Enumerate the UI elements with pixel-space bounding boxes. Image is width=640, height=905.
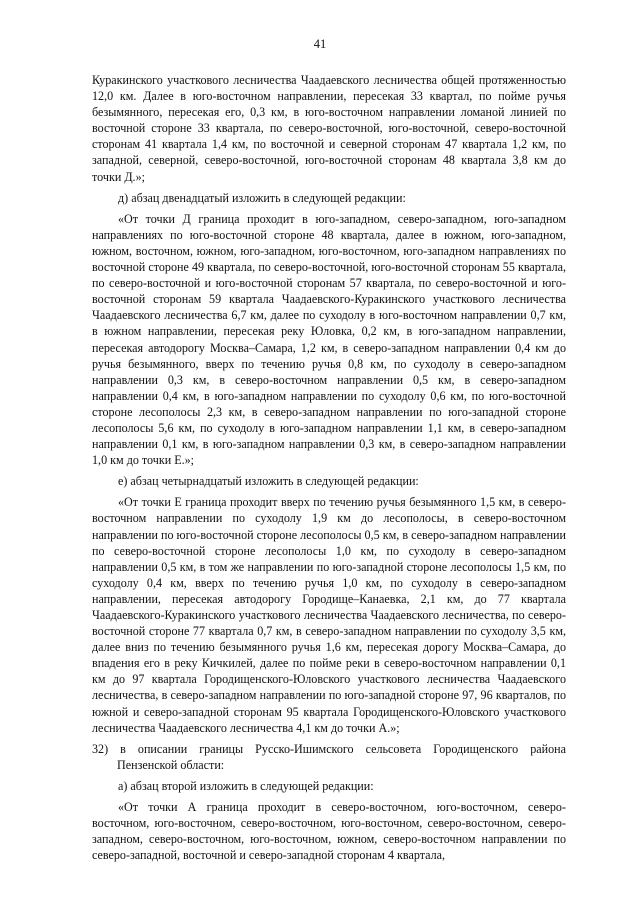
paragraph-amendment-e-heading: е) абзац четырнадцатый изложить в следующей редакции: [118, 474, 419, 489]
paragraph-item-32: 32) в описании границы Русско-Ишимского сельсовета Городищенского района Пензенской области: [92, 741, 566, 772]
document-body [92, 72, 566, 863]
paragraph-amendment-e-text: «От точки Е граница проходит вверх по течению ручья безымянного 1,5 км, в северо-восточном направлении по суходолу 1,9 км до лесополосы, в северо-восточном направлении по юго-восточной стороне лесополосы 0,5 км, в северо-западном направлении по северо-восточной стороне лесополосы 1,0 км, по суходолу в северо-западном направлении 0,5 км, в том же направлении по юго-западной стороне лесополосы 1,5 км, по суходолу 0,4 км, вверх по течению ручья 1,0 км, по суходолу в северо-западном направлении, пересекая автодорогу Городище–Канаевка, 2,1 км, до 77 квартала Чаадаевского-Куракинского участкового лесничества Чаадаевского лесничества, по северо-восточной стороне 77 квартала 0,7 км, в северо-западном направлении по суходолу 3,5 км, далее вниз по течению безымянного ручья 1,6 км, пересекая дорогу Москва–Самара, до впадения его в реку Кичкилей, далее по пойме реки в северо-восточном направлении 0,1 км до 97 квартала Городищенского-Юловского участкового лесничества Чаадаевского лесничества, в северо-западном направлении по юго-западной стороне 97, 96 кварталов, по южной и северо-западной сторонам 95 квартала Городищенского-Юловского участкового лесничества Чаадаевского лесничества 4,1 км до точки А.»; [92, 495, 566, 735]
paragraph-amendment-d-heading: д) абзац двенадцатый изложить в следующей редакции: [118, 190, 406, 205]
paragraph-amendment-a-heading: а) абзац второй изложить в следующей редакции: [118, 778, 374, 793]
paragraph-amendment-d-text: «От точки Д граница проходит в юго-западном, северо-западном, юго-западном направлениях по юго-восточной стороне 48 квартала, далее в южном, юго-западном, южном, восточном, южном, юго-западном, юго-восточном, юго-западном направлениях по восточной стороне 49 квартала, по северо-восточной, юго-восточной сторонам 55 квартала, по северо-восточной и юго-восточной сторонам 57 квартала, по северо-восточной и юго-восточной сторонам 59 квартала Чаадаевского-Куракинского участкового лесничества Чаадаевского лесничества 6,7 км, далее по суходолу в юго-восточном направлении 0,7 км, в южном направлении, пересекая реку Юловка, 0,2 км, в юго-западном направлении, пересекая автодорогу Москва–Самара, 1,2 км, в северо-западном направлении 0,4 км до ручья безымянного, вверх по течению ручья 0,8 км, по суходолу в северо-западном направлении 0,3 км, в северо-восточном направлении 0,5 км, в северо-западном направлении 0,4 км, в юго-западном направлении по суходолу 0,6 км, по юго-восточной стороне лесополосы 2,3 км, в северо-западном направлении по юго-западной стороне лесополосы 5,6 км, по суходолу в юго-западном направлении 1,1 км, в северо-западном направлении 0,1 км, в юго-западном направлении 0,3 км, в северо-западном направлении 1,0 км до точки Е.»; [92, 211, 566, 468]
page-number: 41 [313, 37, 327, 51]
paragraph-continuation: Куракинского участкового лесничества Чаадаевского лесничества общей протяженностью 12,0 км. Далее в юго-восточном направлении, пересекая 33 квартал, по пойме ручья безымянного, пересекая его, 0,3 км, в юго-восточном направлении ломаной линией по восточной стороне 33 квартала, по северо-восточной, юго-восточной, северо-восточной сторонам 41 квартала 1,4 км, по восточной и северной сторонам 47 квартала 1,2 км, по западной, северной, северо-восточной, юго-восточной сторонам 48 квартала 3,8 км до точки Д.»; [92, 73, 566, 184]
paragraph-amendment-a-text: «От точки А граница проходит в северо-восточном, юго-восточном, северо-восточном, юго-восточном, северо-восточном, юго-восточном, северо-восточном, северо-западном, северо-восточном, юго-восточном, южном, северо-восточном направлении по северо-западной, восточной и северо-западной сторонам 4 квартала, [92, 800, 566, 863]
